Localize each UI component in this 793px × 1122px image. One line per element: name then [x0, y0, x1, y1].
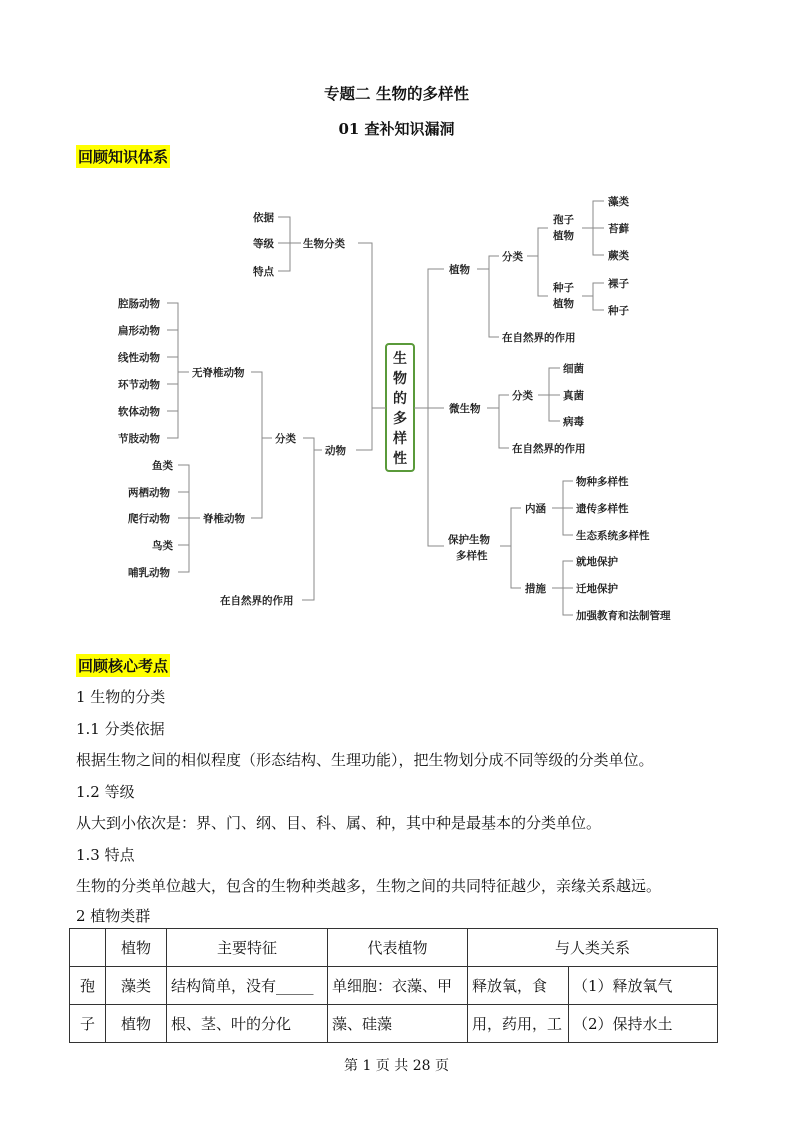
section-label-core: 回顾核心考点 [76, 654, 170, 677]
mindmap-leaf: 物种多样性 [576, 476, 629, 488]
heading-basis: 1.1 分类依据 [76, 720, 165, 738]
mindmap-leaf: 鱼类 [152, 460, 173, 472]
mindmap-leaf: 两栖动物 [128, 487, 170, 499]
mindmap-node-spore-plants-2: 植物 [553, 230, 574, 242]
heading-rank: 1.2 等级 [76, 783, 135, 801]
mindmap-node-spore-plants: 孢子 [553, 214, 574, 226]
mindmap-node-seed-plants-2: 植物 [553, 298, 574, 310]
table-cell: （1）释放氧气 [569, 967, 718, 1005]
paragraph-features: 生物的分类单位越大，包含的生物种类越多，生物之间的共同特征越少，亲缘关系越远。 [76, 877, 662, 895]
mindmap-node-classification: 生物分类 [303, 238, 345, 250]
table-header-row [70, 929, 718, 967]
table-header-cell: 植物 [106, 929, 167, 967]
mindmap-leaf: 特点 [253, 266, 274, 278]
mindmap-leaf: 细菌 [563, 363, 584, 375]
mindmap-leaf: 爬行动物 [128, 513, 170, 525]
table-row [70, 967, 718, 1005]
table-cell: 藻类 [106, 967, 167, 1005]
table-cell: 用，药用，工 [468, 1005, 569, 1043]
mindmap-node-animal-classify: 分类 [275, 433, 296, 445]
mindmap-node-animal-role: 在自然界的作用 [220, 595, 294, 607]
table-cell: 释放氧，食 [468, 967, 569, 1005]
table-header-cell [70, 929, 106, 967]
table-cell: 单细胞：衣藻、甲 [328, 967, 468, 1005]
mindmap-node-connotation: 内涵 [525, 503, 546, 515]
mindmap-node-plants: 植物 [449, 264, 470, 276]
mindmap-leaf: 节肢动物 [118, 433, 160, 445]
mindmap-node-seed-plants: 种子 [553, 282, 574, 294]
mindmap-leaf: 病毒 [563, 416, 584, 428]
mindmap-node-microbe-classify: 分类 [512, 390, 533, 402]
table-cell: 植物 [106, 1005, 167, 1043]
mindmap-center-char: 样 [393, 431, 407, 447]
mindmap-leaf: 苔藓 [608, 223, 629, 235]
mindmap-node-animals: 动物 [325, 445, 346, 457]
mindmap-leaf: 鸟类 [152, 540, 173, 552]
mindmap-leaf: 线性动物 [118, 352, 160, 364]
doc-title: 专题二 生物的多样性 [324, 84, 469, 103]
mindmap-leaf: 扁形动物 [118, 325, 160, 337]
mindmap-center-char: 多 [393, 411, 407, 427]
heading-plant-groups: 2 植物类群 [76, 907, 151, 925]
paragraph-basis: 根据生物之间的相似程度（形态结构、生理功能），把生物划分成不同等级的分类单位。 [76, 751, 654, 769]
mindmap-leaf: 腔肠动物 [118, 298, 160, 310]
table-header-cell: 代表植物 [328, 929, 468, 967]
heading-classification: 1 生物的分类 [76, 688, 166, 706]
mindmap-center-char: 生 [393, 351, 407, 367]
mindmap-leaf: 种子 [608, 305, 629, 317]
mindmap-node-protect: 保护生物 [448, 534, 490, 546]
mindmap-node-plant-classify: 分类 [502, 251, 523, 263]
mindmap-leaf: 依据 [253, 212, 274, 224]
table-header-cell: 主要特征 [167, 929, 328, 967]
mindmap-leaf: 等级 [253, 238, 274, 250]
plant-groups-table [69, 928, 718, 1043]
mindmap-leaf: 环节动物 [118, 379, 160, 391]
table-cell: 根、茎、叶的分化 [167, 1005, 328, 1043]
mindmap-leaf: 遗传多样性 [576, 503, 629, 515]
heading-features: 1.3 特点 [76, 846, 135, 864]
mind-map-diagram [0, 180, 793, 630]
mindmap-leaf: 真菌 [563, 390, 584, 402]
table-cell: （2）保持水土 [569, 1005, 718, 1043]
page-footer: 第 1 页 共 28 页 [344, 1058, 449, 1074]
mindmap-leaf: 就地保护 [576, 556, 618, 568]
mindmap-leaf: 藻类 [608, 196, 629, 208]
mindmap-leaf: 软体动物 [118, 406, 160, 418]
mindmap-node-protect-2: 多样性 [456, 550, 488, 562]
section-label-knowledge: 回顾知识体系 [76, 145, 170, 168]
mindmap-node-microbes: 微生物 [449, 403, 481, 415]
table-row [70, 1005, 718, 1043]
mindmap-leaf: 生态系统多样性 [576, 530, 650, 542]
table-cell: 藻、硅藻 [328, 1005, 468, 1043]
mindmap-leaf: 裸子 [608, 278, 629, 290]
mindmap-node-measures: 措施 [525, 583, 546, 595]
table-cell: 子 [70, 1005, 106, 1043]
mindmap-leaf: 哺乳动物 [128, 567, 170, 579]
mindmap-leaf: 加强教育和法制管理 [576, 610, 671, 622]
mindmap-center-char: 物 [393, 371, 407, 387]
mindmap-leaf: 蕨类 [608, 250, 629, 262]
mindmap-center-char: 性 [393, 451, 407, 467]
doc-subtitle: 01 查补知识漏洞 [338, 120, 455, 138]
mindmap-node-microbe-role: 在自然界的作用 [512, 443, 586, 455]
mindmap-node-vertebrates: 脊椎动物 [203, 513, 245, 525]
table-header-cell: 与人类关系 [468, 929, 718, 967]
mindmap-node-invertebrates: 无脊椎动物 [192, 367, 245, 379]
table-cell: 结构简单，没有_____ [167, 967, 328, 1005]
paragraph-rank: 从大到小依次是：界、门、纲、目、科、属、种，其中种是最基本的分类单位。 [76, 814, 602, 832]
mindmap-leaf: 迁地保护 [576, 583, 618, 595]
mindmap-node-plant-role: 在自然界的作用 [502, 332, 576, 344]
table-cell: 孢 [70, 967, 106, 1005]
mindmap-center-char: 的 [393, 391, 407, 407]
